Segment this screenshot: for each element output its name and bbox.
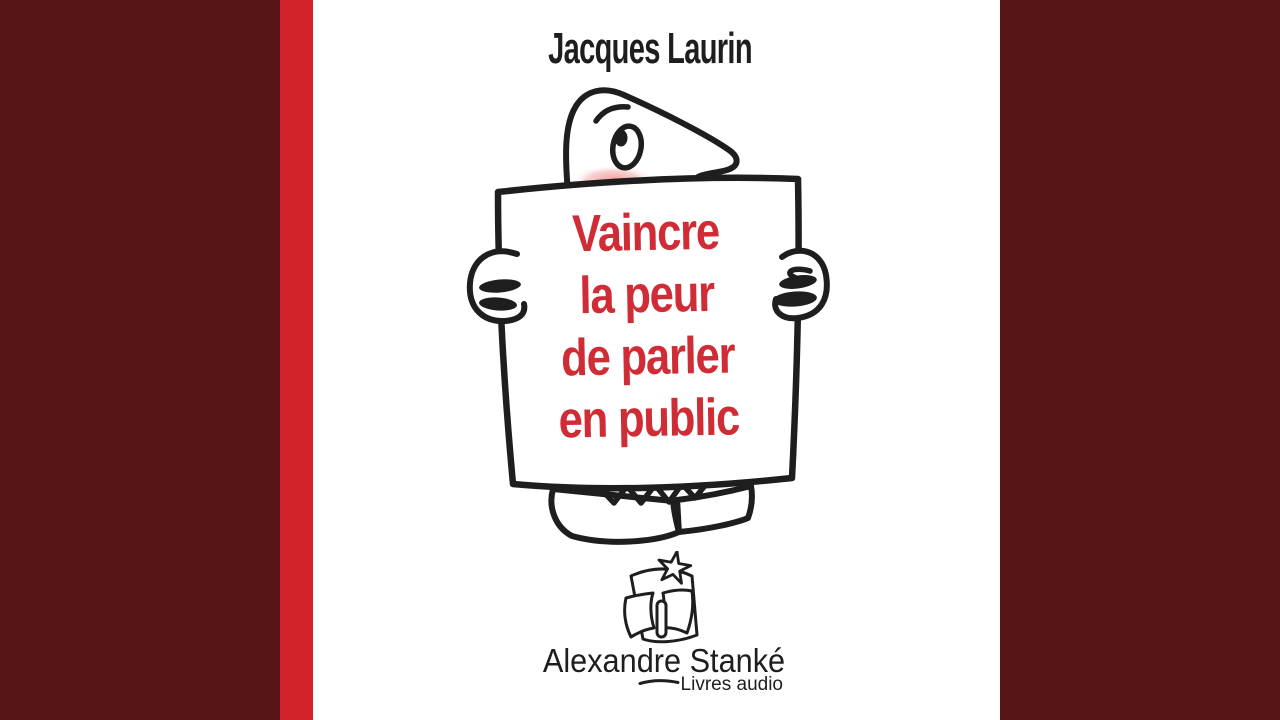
book-title <box>555 200 740 451</box>
author-name: Jacques Laurin <box>548 24 752 73</box>
book-spine <box>657 601 666 637</box>
title-line-3: de parler <box>560 326 735 388</box>
cover-art <box>280 0 1000 720</box>
character-feet <box>551 483 752 542</box>
left-red-stripe <box>280 0 313 720</box>
title-line-4: en public <box>558 388 740 450</box>
character-pupil <box>615 130 628 147</box>
left-letterbox-bar <box>0 0 280 720</box>
title-line-2: la peur <box>578 264 715 326</box>
publisher-tagline: Livres audio <box>680 674 783 695</box>
book-with-star-logo-icon <box>595 551 710 651</box>
publisher-name: Alexandre Stanké <box>542 642 786 679</box>
title-line-1: Vaincre <box>571 202 720 264</box>
underline-stroke <box>638 677 680 686</box>
left-hand <box>470 251 525 321</box>
right-letterbox-bar <box>1000 0 1280 720</box>
